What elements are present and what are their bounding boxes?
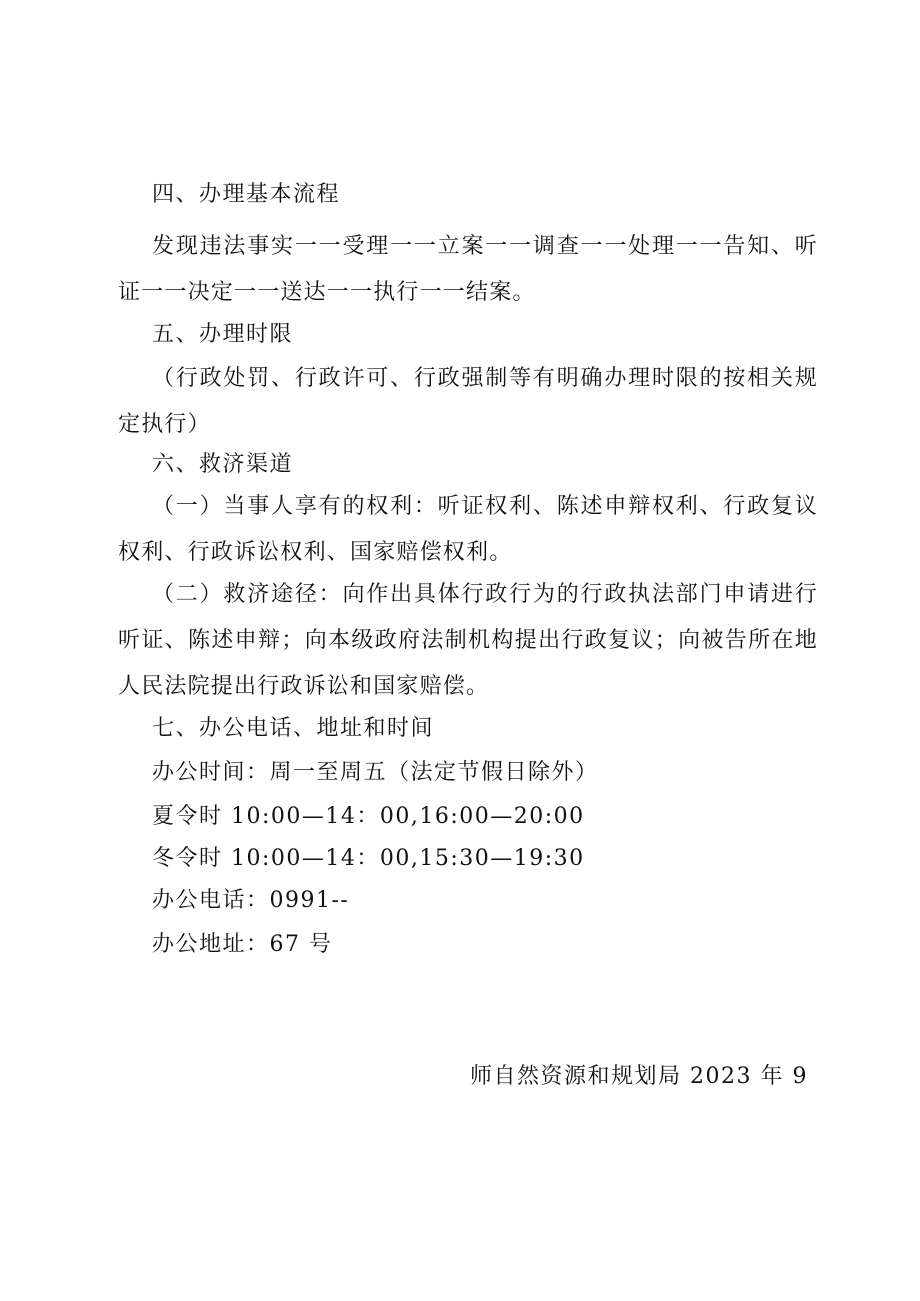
process-text: 发现违法事实一一受理一一立案一一调查一一处理一一告知、听证一一决定一一送达一一执行一一结案。 (118, 234, 818, 305)
time-limit-text: （行政处罚、行政许可、行政强制等有明确办理时限的按相关规定执行） (118, 366, 818, 437)
office-hours: 办公时间：周一至周五（法定节假日除外） (152, 760, 599, 785)
relief-paths-text: （二）救济途径：向作出具体行政行为的行政执法部门申请进行听证、陈述申辩；向本级政府法制机构提出行政复议；向被告所在地人民法院提出行政诉讼和国家赔偿。 (118, 582, 818, 699)
process-heading: 四、办理基本流程 (152, 182, 341, 207)
office-phone: 办公电话：0991-- (152, 888, 350, 913)
relief-rights-text: （一）当事人享有的权利：听证权利、陈述申辩权利、行政复议权利、行政诉讼权利、国家赔偿权利。 (118, 494, 818, 565)
footer-signature: 师自然资源和规划局 2023 年 9 (470, 1064, 808, 1089)
summer-hours: 夏令时 10:00—14：00,16:00—20:00 (152, 804, 585, 829)
contact-heading: 七、办公电话、地址和时间 (152, 716, 435, 741)
relief-heading: 六、救济渠道 (152, 452, 294, 477)
time-limit-heading: 五、办理时限 (152, 322, 294, 347)
winter-hours: 冬令时 10:00—14：00,15:30—19:30 (152, 846, 585, 871)
office-address: 办公地址：67 号 (152, 932, 333, 957)
